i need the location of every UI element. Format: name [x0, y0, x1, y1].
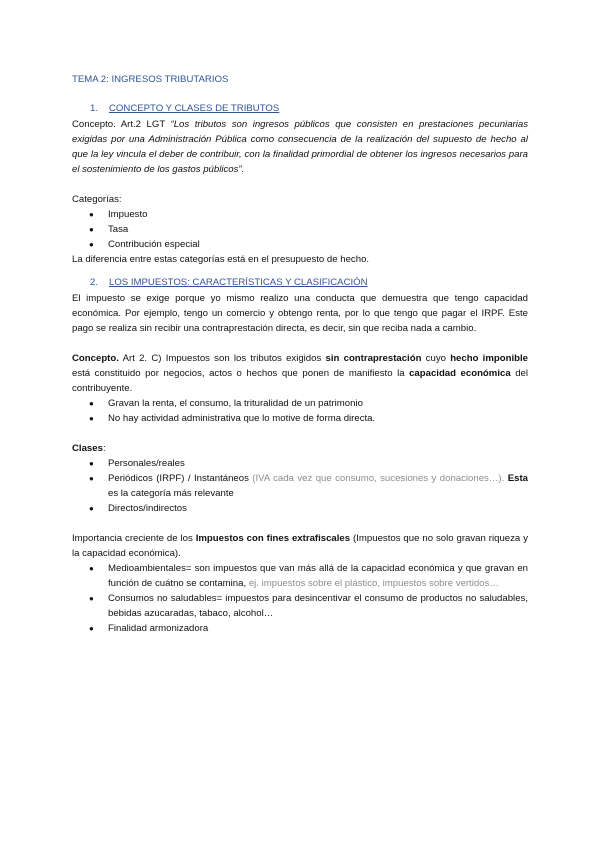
list-item: ● Tasa — [89, 224, 129, 235]
bullet-icon: ● — [89, 210, 94, 219]
section-title: CONCEPTO Y CLASES DE TRIBUTOS — [109, 103, 280, 114]
clases-list — [72, 456, 528, 516]
bullet-icon: ● — [89, 624, 94, 633]
section-1-heading — [90, 101, 528, 116]
bullet-icon: ● — [89, 504, 94, 513]
bullet-icon: ● — [89, 414, 94, 423]
doc-title: TEMA 2: INGRESOS TRIBUTARIOS — [72, 74, 229, 85]
categories-label: Categorías: — [72, 194, 122, 205]
list-item: ● Gravan la renta, el consumo, la trituralidad de un patrimonio — [89, 398, 363, 409]
bullet-icon: ● — [89, 240, 94, 249]
extrafiscal-list — [72, 561, 528, 636]
list-item: ● Consumos no saludables= impuestos para desincentivar el consumo de productos no saludables, bebidas azucaradas, tabaco, alcohol… — [89, 593, 528, 619]
list-item: ● Medioambientales= son impuestos que van más allá de la capacidad económica y que gravan en función de cuátno se contamina, ej. impuestos sobre el plástico, impuestos sobre vertidos… — [89, 563, 528, 589]
section-title: LOS IMPUESTOS: CARACTERÍSTICAS Y CLASIFICACIÓN — [109, 277, 368, 288]
section-number: 2. — [90, 277, 99, 288]
bullet-icon: ● — [89, 225, 94, 234]
list-item: ● Directos/indirectos — [89, 503, 187, 514]
concept-bullets — [72, 396, 528, 426]
list-item: ● No hay actividad administrativa que lo motive de forma directa. — [89, 413, 376, 424]
bullet-icon: ● — [89, 594, 94, 603]
list-item: ● Contribución especial — [89, 239, 200, 250]
section-number: 1. — [90, 103, 99, 114]
concept-lead: Concepto. Art.2 LGT — [72, 119, 171, 130]
bullet-icon: ● — [89, 459, 94, 468]
list-item: ● Impuesto — [89, 209, 148, 220]
list-item: ● Personales/reales — [89, 458, 185, 469]
importancia-paragraph: Importancia creciente de los Impuestos con fines extrafiscales (Impuestos que no solo gravan riqueza y la capacidad económica). — [72, 533, 528, 559]
impuesto-concept-paragraph: Concepto. Art 2. C) Impuestos son los tributos exigidos sin contraprestación cuyo hecho imponible está constituido por negocios, actos o hechos que ponen de manifiesto la capacidad económica del contribuyente. — [72, 353, 528, 394]
concept-paragraph — [72, 117, 528, 177]
concept-quote: “Los tributos son ingresos públicos que consisten en prestaciones pecuniarias exigidas por una Administración Pública como consecuencia de la realización del supuesto de hecho al que la ley vincula el deber de contribuir, con la finalidad primordial de obtener los ingresos necesarios para el sostenimiento de los gastos públicos”. — [72, 119, 528, 175]
list-item: ● Periódicos (IRPF) / Instantáneos (IVA cada vez que consumo, sucesiones y donaciones…). Esta es la categoría más relevante — [89, 473, 528, 499]
clases-label: Clases: — [72, 443, 106, 454]
document-body — [72, 72, 528, 636]
categories-list — [72, 207, 528, 252]
intro-paragraph: El impuesto se exige porque yo mismo realizo una conducta que demuestra que tengo capacidad económica. Por ejemplo, tengo un comercio y obtengo renta, por lo que tengo que pagar el IRPF. Este pago se realiza sin recibir una contraprestación directa, es decir, sin que reciba nada a cambio. — [72, 293, 528, 334]
bullet-icon: ● — [89, 399, 94, 408]
bullet-icon: ● — [89, 564, 94, 573]
section-2-heading — [90, 275, 528, 290]
bullet-icon: ● — [89, 474, 94, 483]
difference-paragraph: La diferencia entre estas categorías está en el presupuesto de hecho. — [72, 254, 370, 265]
list-item: ● Finalidad armonizadora — [89, 623, 209, 634]
